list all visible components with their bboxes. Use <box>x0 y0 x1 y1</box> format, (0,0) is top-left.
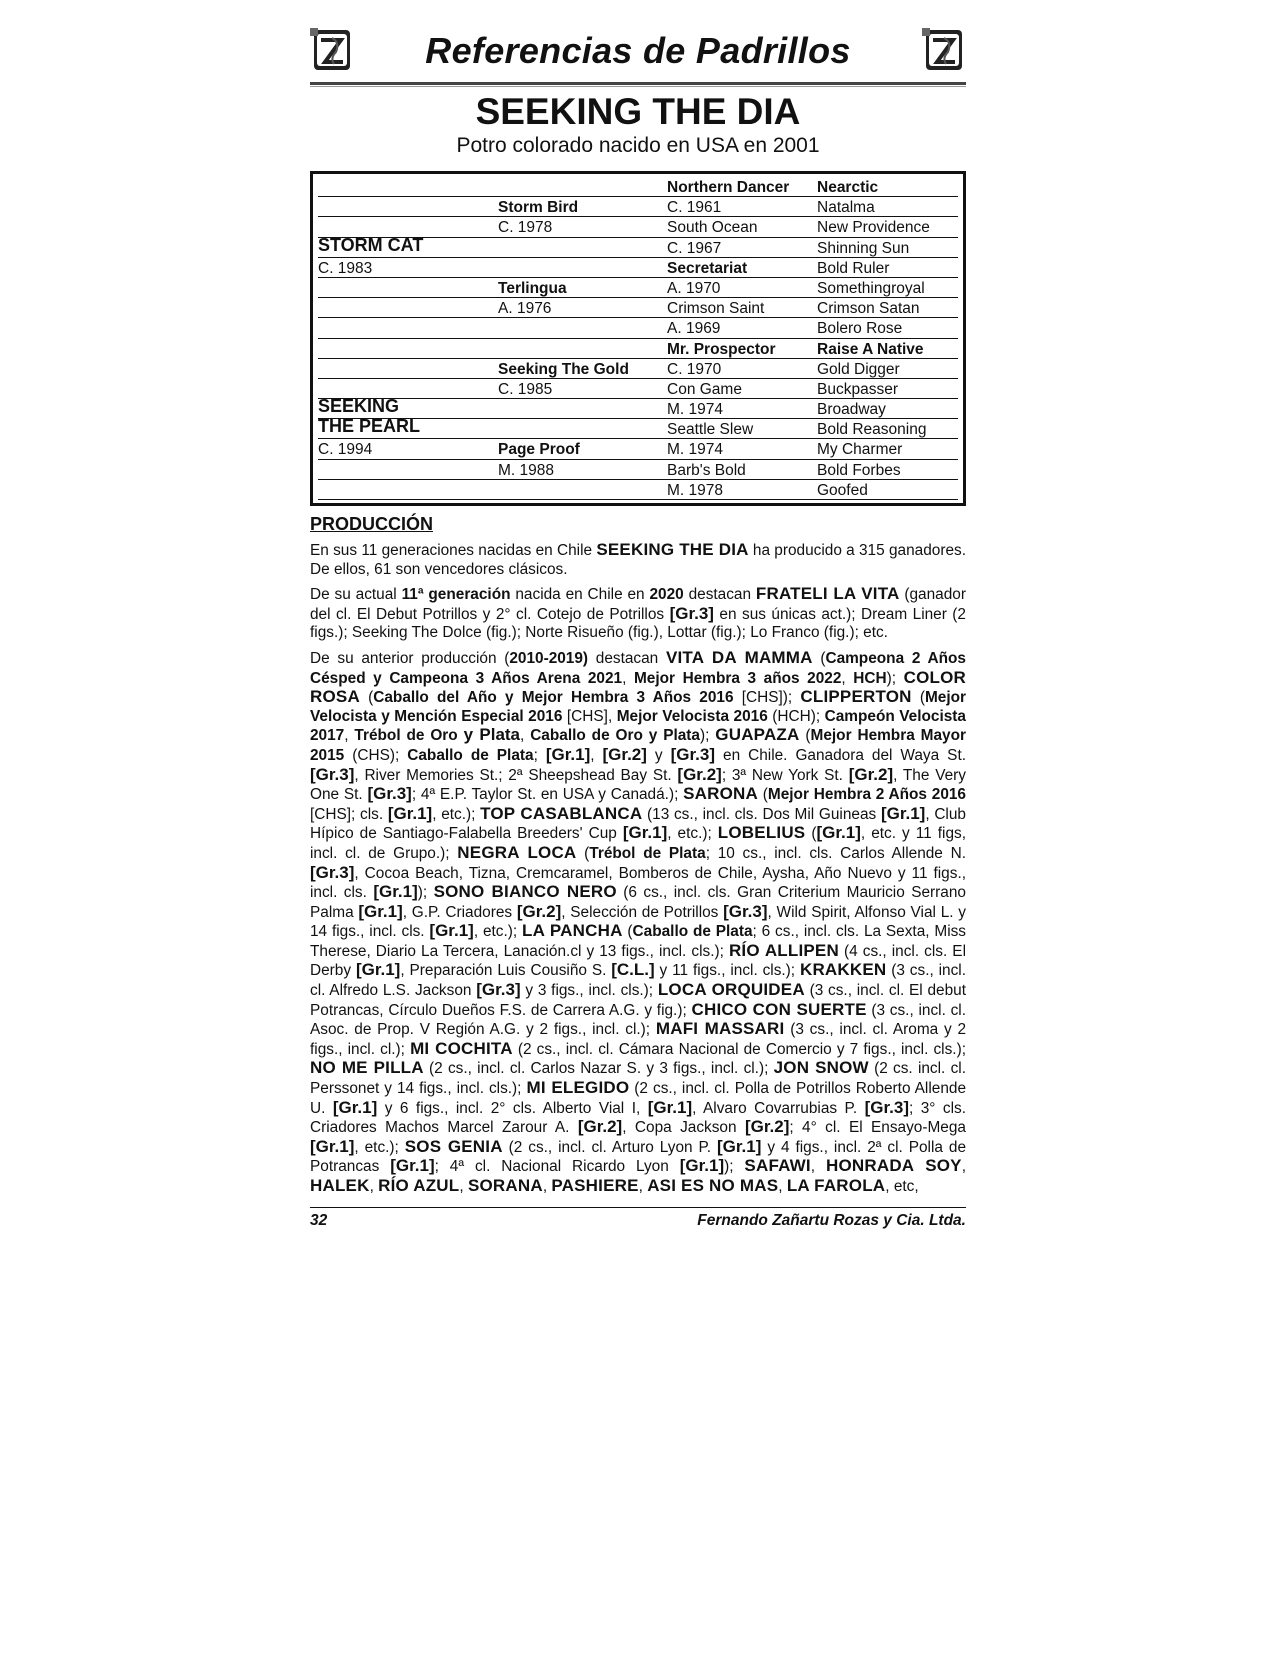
pedigree-cell: Raise A Native <box>817 340 924 358</box>
pedigree-cell: C. 1983 <box>318 259 373 277</box>
grade-mention: [Gr.2] <box>677 764 722 784</box>
horse-shield-icon <box>310 26 354 74</box>
text-run: (2 cs., incl. cl. Carlos Nazar S. y 3 figs., incl. cl.); <box>423 1060 774 1078</box>
text-run: , <box>810 1158 826 1176</box>
pedigree-cell: M. 1974 <box>667 441 724 459</box>
text-run: (2 cs., incl. cl. Cámara Nacional de Comercio y 7 figs., incl. cls.); <box>512 1040 966 1058</box>
grade-mention: [Gr.2] <box>744 1117 790 1137</box>
pedigree-cell: Bold Ruler <box>817 259 890 277</box>
bold-text: HCH <box>853 669 887 687</box>
pedigree-cell: C. 1985 <box>498 380 553 398</box>
horse-name-mention: HALEK <box>310 1176 370 1195</box>
horse-name-mention: SORANA <box>467 1176 543 1195</box>
text-run: ha producido a 315 ganadores. De ellos, 61 son vencedores clásicos. <box>310 542 966 578</box>
text-run: , G.P. Criadores <box>402 903 517 921</box>
text-run: ); <box>417 884 434 902</box>
grade-mention: [Gr.1] <box>358 901 403 921</box>
text-run: , Preparación Luis Cousiño S. <box>400 962 612 980</box>
horse-name-mention: MAFI MASSARI <box>655 1019 785 1039</box>
horse-name-mention: RÍO AZUL <box>378 1176 460 1195</box>
pedigree-row <box>318 439 958 459</box>
text-run: , <box>542 1178 552 1195</box>
bold-text: Trébol de Oro <box>354 727 458 745</box>
text-run: ( <box>622 923 633 941</box>
pedigree-cell: Nearctic <box>817 179 879 196</box>
pedigree-cell: M. 1988 <box>498 461 555 479</box>
grade-mention: [Gr.3] <box>669 603 714 623</box>
pedigree-cell: C. 1967 <box>667 239 722 257</box>
grade-mention: [Gr.2] <box>577 1117 623 1137</box>
pedigree-cell: Bold Reasoning <box>817 421 927 439</box>
horse-name-mention: FRATELI LA VITA <box>755 584 900 604</box>
text-run: , <box>841 669 854 687</box>
horse-name-mention: HONRADA SOY <box>825 1156 962 1176</box>
horse-name-mention: MI COCHITA <box>410 1038 513 1058</box>
production-paragraph-3 <box>310 649 966 1197</box>
text-run: (CHS); <box>344 746 408 764</box>
text-run: ); <box>886 669 904 687</box>
grade-mention: [Gr.1] <box>355 960 401 980</box>
pedigree-cell: Terlingua <box>498 279 567 297</box>
pedigree-cell: M. 1974 <box>667 401 724 419</box>
bold-text: Mejor Velocista 2016 <box>616 707 768 725</box>
pedigree-cell: Mr. Prospector <box>667 340 776 358</box>
bold-text: Caballo del Año y Mejor Hembra 3 Años 2016 <box>373 689 734 707</box>
text-run: (ganador del cl. El Debut Potrillos y 2° cl. Cotejo de Potrillos <box>310 586 966 623</box>
horse-name-mention: SAFAWI <box>744 1156 811 1176</box>
bold-text: Mejor Hembra Mayor 2015 <box>310 727 966 764</box>
pedigree-cell: Seeking The Gold <box>498 360 629 378</box>
text-run: (4 cs., incl. cls. El Derby <box>310 942 966 980</box>
text-run: , Wild Spirit, Alfonso Vial L. y 14 figs., incl. cls. <box>310 903 966 941</box>
grade-mention: [Gr.2] <box>848 764 894 784</box>
horse-name-mention: NEGRA LOCA <box>457 842 577 862</box>
pedigree-row <box>318 298 958 318</box>
text-run: (HCH); <box>767 707 825 725</box>
text-run: , <box>622 669 634 687</box>
page-number: 32 <box>310 1211 328 1229</box>
text-run: , <box>520 727 531 745</box>
horse-name-mention: LA PANCHA <box>521 921 623 941</box>
bold-text: Trébol de Plata <box>589 844 706 862</box>
text-run: ; 4° cl. El Ensayo-Mega <box>789 1119 966 1137</box>
text-run: ); <box>700 727 716 745</box>
horse-name: SEEKING THE DIA <box>475 91 801 132</box>
pedigree-row <box>318 197 958 217</box>
text-run: , River Memories St.; 2ª Sheepshead Bay St. <box>354 766 678 784</box>
text-run: , <box>961 1158 966 1176</box>
text-run: [CHS], <box>562 707 617 725</box>
text-run: ( <box>576 844 590 862</box>
text-run: ( <box>758 786 768 804</box>
text-run: (3 cs., incl. cl. Alfredo L.S. Jackson <box>310 962 967 1000</box>
bold-text: Mejor Hembra 3 años 2022 <box>633 669 842 687</box>
horse-name-mention: GUAPAZA <box>715 725 800 745</box>
text-run: De su anterior producción ( <box>310 649 510 667</box>
pedigree-cell: A. 1969 <box>667 320 721 338</box>
horse-name-mention: TOP CASABLANCA <box>480 803 643 823</box>
pedigree-cell: Storm Bird <box>498 199 579 217</box>
text-run: ; <box>533 746 546 764</box>
horse-name-mention: NO ME PILLA <box>310 1058 424 1078</box>
text-run: ; 6 cs., incl. cls. La Sexta, Miss Therese, Diario La Tercera, Lanación.cl y 13 figs., incl. cls.); <box>310 923 966 960</box>
pedigree-cell: Goofed <box>817 481 868 499</box>
bold-text: 2010-2019) <box>509 649 589 667</box>
grade-mention: [Gr.1] <box>373 882 418 902</box>
header-rule <box>310 82 966 85</box>
text-run: ( <box>812 649 826 667</box>
pedigree-cell: Bolero Rose <box>817 320 903 338</box>
text-run: en Chile. Ganadora del Waya St. <box>715 746 966 764</box>
pedigree-cell: A. 1976 <box>498 300 552 318</box>
grade-mention: [Gr.3] <box>864 1097 909 1117</box>
text-run: ); <box>724 1158 745 1176</box>
horse-name-mention: SARONA <box>683 784 758 804</box>
pedigree-row <box>318 379 958 399</box>
bold-text: Caballo de Plata <box>632 923 753 941</box>
bold-text: Campeona 2 Años Césped y Campeona 3 Años Arena 2021 <box>310 649 966 687</box>
horse-name-mention: KRAKKEN <box>799 960 887 980</box>
bold-text: Caballo de Plata <box>407 746 534 764</box>
pedigree-cell: SEEKING <box>318 396 400 417</box>
text-run: , etc.); <box>473 923 522 941</box>
pedigree-row <box>318 359 958 379</box>
pedigree-cell: THE PEARL <box>318 416 421 437</box>
grade-mention: [Gr.3] <box>723 901 768 921</box>
pedigree-cell: C. 1970 <box>667 360 722 378</box>
text-run: , Selección de Potrillos <box>561 903 724 921</box>
text-run: ( <box>805 825 817 843</box>
text-run: nacida en Chile en <box>510 586 650 604</box>
text-run: En sus 11 generaciones nacidas en Chile <box>310 542 597 559</box>
horse-name-mention: VITA DA MAMMA <box>665 647 813 667</box>
bold-text: Mejor Velocista y Mención Especial 2016 <box>310 689 967 725</box>
text-run: y 11 figs., incl. cls.); <box>654 962 800 980</box>
grade-mention: [Gr.1] <box>622 823 668 843</box>
pedigree-row <box>318 318 958 338</box>
text-run: (13 cs., incl. cls. Dos Mil Guineas <box>642 805 881 823</box>
text-run: (2 cs., incl. cl. Polla de Potrillos Roberto Allende U. <box>310 1080 967 1117</box>
pedigree-cell: Seattle Slew <box>667 421 754 439</box>
pedigree-cell: Bold Forbes <box>817 461 901 479</box>
text-run: (3 cs., incl. cl. El debut Potrancas, Círculo Dueños F.S. de Carrera A.G. y fig.); <box>310 982 966 1019</box>
text-run: , The Very One St. <box>310 766 966 804</box>
horse-shield-icon <box>922 26 966 74</box>
text-run: , Cocoa Beach, Tizna, Cremcaramel, Bomberos de Chile, Aysha, Año Nuevo y 11 figs., incl. cls. <box>310 864 966 902</box>
text-run: [CHS]); <box>733 689 801 707</box>
text-run: , etc, <box>885 1178 919 1195</box>
horse-name-mention: CHICO CON SUERTE <box>691 999 867 1019</box>
text-run: De su actual <box>310 586 402 604</box>
bold-text: 2020 <box>649 586 684 604</box>
text-run: , Copa Jackson <box>622 1119 745 1137</box>
grade-mention: [Gr.1] <box>545 744 591 764</box>
production-paragraph-2 <box>310 585 966 643</box>
pedigree-cell: A. 1970 <box>667 279 721 297</box>
pedigree-cell: Northern Dancer <box>667 179 790 196</box>
pedigree-cell: C. 1978 <box>498 219 553 237</box>
text-run: , <box>344 727 355 745</box>
pedigree-cell: My Charmer <box>817 441 903 459</box>
pedigree-row <box>318 177 958 197</box>
pedigree-row <box>318 234 958 258</box>
pedigree-row <box>318 258 958 278</box>
text-run: , Club Hípico de Santiago-Falabella Breeders' Cup <box>310 805 966 843</box>
header-rule-thin <box>310 86 966 87</box>
pedigree-cell: C. 1994 <box>318 441 373 459</box>
text-run: (3 cs., incl. cl. Asoc. de Prop. V Región A.G. y 2 figs., incl. cl.); <box>310 1001 966 1039</box>
horse-name-mention: COLOR ROSA <box>310 667 967 707</box>
pedigree-row <box>318 480 958 500</box>
bold-text: Caballo de Oro y Plata <box>530 727 700 745</box>
grade-mention: [Gr.3] <box>310 862 355 882</box>
pedigree-cell: Page Proof <box>498 441 580 459</box>
grade-mention: [Gr.1] <box>717 1136 762 1156</box>
text-run: , etc. y 11 figs, incl. cl. de Grupo.); <box>310 825 966 862</box>
grade-mention: y Plata <box>463 725 521 745</box>
grade-mention: [Gr.2] <box>516 901 562 921</box>
grade-mention: [Gr.3] <box>310 764 355 784</box>
pedigree-cell: Secretariat <box>667 259 748 277</box>
horse-name-mention: SEEKING THE DIA <box>596 540 749 559</box>
text-run: , <box>778 1178 787 1195</box>
pedigree-cell: Con Game <box>667 380 742 398</box>
pedigree-row <box>318 278 958 298</box>
grade-mention: [C.L.] <box>611 960 655 980</box>
horse-name-mention: MI ELEGIDO <box>526 1078 630 1098</box>
text-run: y <box>646 746 671 764</box>
pedigree-cell: C. 1961 <box>667 199 722 217</box>
pedigree-row <box>318 339 958 359</box>
grade-mention: [Gr.3] <box>367 784 412 804</box>
horse-name-mention: LOCA ORQUIDEA <box>657 980 805 1000</box>
page-header <box>310 22 966 80</box>
grade-mention: [Gr.1] <box>429 921 474 941</box>
text-run: , <box>638 1178 648 1195</box>
text-run: ; 4ª E.P. Taylor St. en USA y Canadá.); <box>411 786 684 804</box>
text-run: ( <box>911 689 925 707</box>
page <box>310 22 966 1236</box>
grade-mention: [Gr.1] <box>387 803 433 823</box>
production-paragraph-1 <box>310 541 966 579</box>
text-run: (6 cs., incl. cls. Gran Criterium Mauricio Serrano Palma <box>310 884 966 921</box>
horse-name-mention: JON SNOW <box>773 1058 869 1078</box>
text-run: ; 10 cs., incl. cls. Carlos Allende N. <box>705 844 966 862</box>
grade-mention: [Gr.1] <box>332 1097 378 1117</box>
text-run: (2 cs. incl. cl. Perssonet y 14 figs., incl. cls.); <box>310 1060 966 1098</box>
text-run: , etc.); <box>354 1138 405 1156</box>
text-run: ( <box>799 727 811 745</box>
text-run: , etc.); <box>432 805 481 823</box>
page-footer <box>310 1212 966 1236</box>
horse-name-mention: PASHIERE <box>551 1176 639 1195</box>
text-run: , Alvaro Covarrubias P. <box>692 1099 865 1117</box>
grade-mention: [Gr.2] <box>602 744 647 764</box>
text-run: y 6 figs., incl. 2° cls. Alberto Vial I, <box>377 1099 648 1117</box>
text-run: y 4 figs., incl. 2ª cl. Polla de Potrancas <box>310 1138 967 1176</box>
text-run: , <box>459 1178 468 1195</box>
horse-name-mention: ASI ES NO MAS <box>647 1176 779 1195</box>
pedigree-cell: Natalma <box>817 199 875 217</box>
text-run: ; 3° cls. Criadores Machos Marcel Zarour A. <box>310 1099 966 1137</box>
horse-name-mention: LA FAROLA <box>786 1176 886 1195</box>
pedigree-cell: Crimson Saint <box>667 300 765 318</box>
pedigree-cell: M. 1978 <box>667 481 724 499</box>
pedigree-row <box>318 416 958 439</box>
text-run: , <box>590 746 603 764</box>
text-run: , etc.); <box>667 825 718 843</box>
horse-subtitle: Potro colorado nacido en USA en 2001 <box>456 134 820 157</box>
pedigree-cell: Gold Digger <box>817 360 900 378</box>
bold-text: Campeón Velocista 2017 <box>310 707 966 745</box>
grade-mention: [Gr.1] <box>310 1136 355 1156</box>
production-heading: PRODUCCIÓN <box>310 514 434 534</box>
bold-text: Mejor Hembra 2 Años 2016 <box>767 786 966 804</box>
pedigree-cell: Buckpasser <box>817 380 898 398</box>
pedigree-cell: Barb's Bold <box>667 461 746 479</box>
horse-name-mention: CLIPPERTON <box>800 687 912 707</box>
horse-name-mention: RÍO ALLIPEN <box>728 940 839 960</box>
text-run: [CHS]; cls. <box>310 805 388 823</box>
page-title: Referencias de Padrillos <box>425 30 851 71</box>
text-run: en sus únicas act.); Dream Liner (2 figs.); Seeking The Dolce (fig.); Norte Risueño (fig.), Lottar (fig.); Lo Franco (fig.); etc. <box>310 605 966 642</box>
grade-mention: [Gr.1] <box>816 823 861 843</box>
pedigree-cell: South Ocean <box>667 219 758 237</box>
horse-name-mention: SOS GENIA <box>404 1136 503 1156</box>
text-run: , <box>369 1178 379 1195</box>
bold-text: 11ª generación <box>401 586 511 604</box>
text-run: destacan <box>683 586 756 604</box>
pedigree-cell: Broadway <box>817 401 886 419</box>
text-run: (3 cs., incl. cl. Aroma y 2 figs., incl. cl.); <box>310 1021 967 1058</box>
grade-mention: [Gr.1] <box>390 1156 435 1176</box>
grade-mention: [Gr.3] <box>670 744 716 764</box>
pedigree-table <box>310 171 966 506</box>
text-run: (2 cs., incl. cl. Arturo Lyon P. <box>502 1138 717 1156</box>
text-run: ; 4ª cl. Nacional Ricardo Lyon <box>434 1158 680 1176</box>
text-run: destacan <box>588 649 666 667</box>
pedigree-cell: Crimson Satan <box>817 300 920 318</box>
pedigree-cell: Somethingroyal <box>817 279 925 297</box>
text-run: y 3 figs., incl. cls.); <box>520 982 658 1000</box>
horse-name-mention: SONO BIANCO NERO <box>433 882 617 902</box>
pedigree-cell: STORM CAT <box>318 234 424 255</box>
text-run: ; 3ª New York St. <box>721 766 849 784</box>
grade-mention: [Gr.3] <box>476 980 521 1000</box>
pedigree-cell: Shinning Sun <box>817 239 910 257</box>
grade-mention: [Gr.1] <box>647 1097 693 1117</box>
horse-name-mention: LOBELIUS <box>717 823 806 843</box>
publisher: Fernando Zañartu Rozas y Cia. Ltda. <box>697 1211 966 1229</box>
pedigree-row <box>318 460 958 480</box>
footer-rule <box>310 1207 966 1208</box>
grade-mention: [Gr.1] <box>880 803 926 823</box>
text-run: ( <box>359 689 374 707</box>
grade-mention: [Gr.1] <box>679 1156 725 1176</box>
pedigree-cell: New Providence <box>817 219 930 237</box>
